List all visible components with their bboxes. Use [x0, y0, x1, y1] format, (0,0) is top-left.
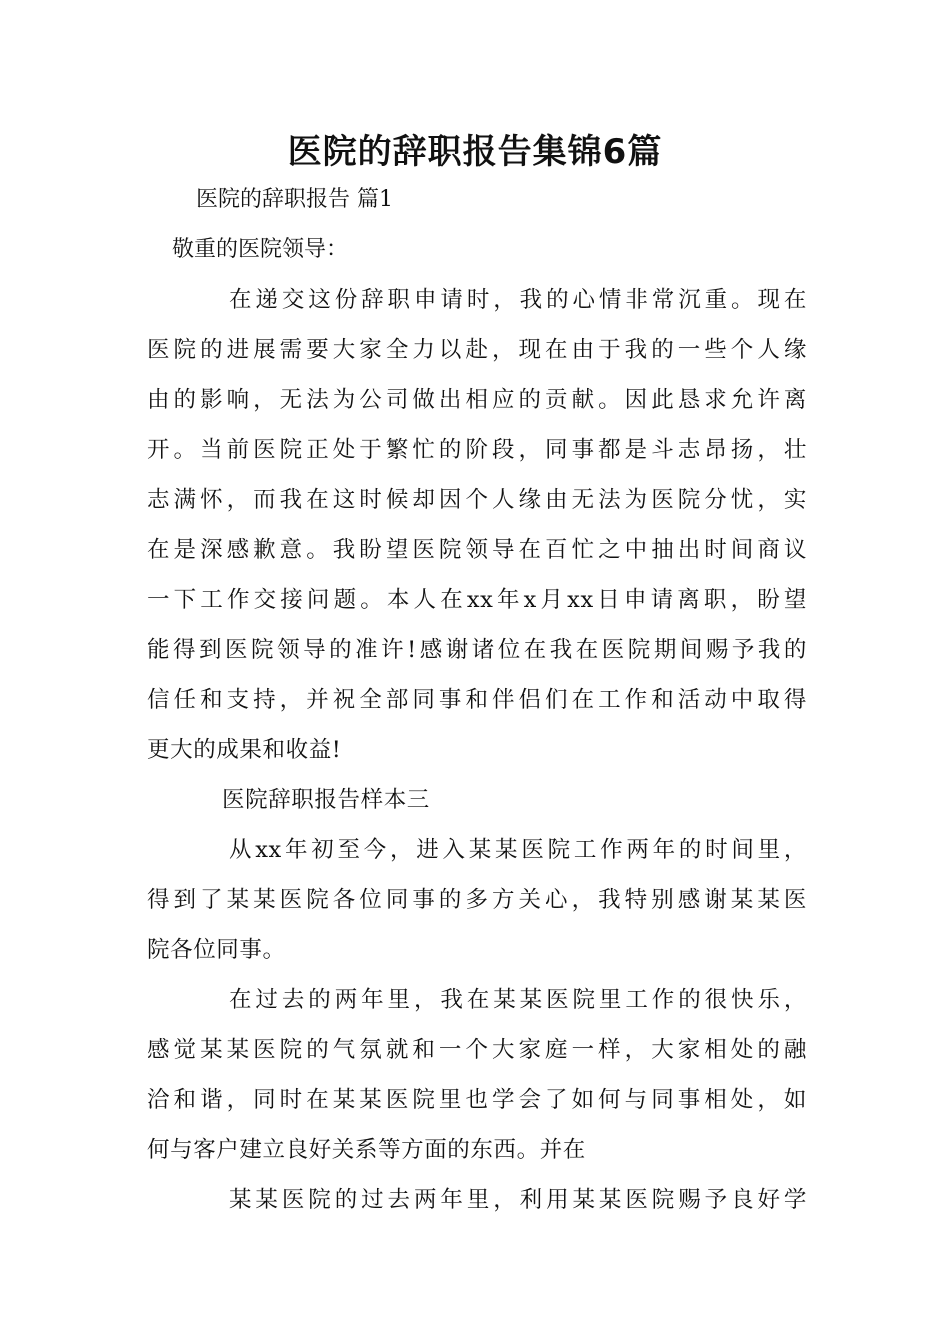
section-subheading: 医院的辞职报告 篇1 — [196, 187, 393, 212]
paragraph-line: 医院的进展需要大家全力以赴，现在由于我的一些个人缘 — [147, 337, 807, 363]
paragraph-line: 由的影响，无法为公司做出相应的贡献。因此恳求允许离 — [147, 387, 807, 413]
paragraph-line: 志满怀，而我在这时候却因个人缘由无法为医院分忧，实 — [147, 487, 807, 513]
paragraph-line: 开。当前医院正处于繁忙的阶段，同事都是斗志昂扬，壮 — [147, 437, 807, 463]
paragraph-line: 从xx年初至今，进入某某医院工作两年的时间里， — [229, 837, 807, 863]
paragraph-line: 何与客户建立良好关系等方面的东西。并在 — [147, 1137, 586, 1163]
paragraph-line: 院各位同事。 — [147, 937, 286, 963]
paragraph-line: 在是深感歉意。我盼望医院领导在百忙之中抽出时间商议 — [147, 537, 807, 563]
paragraph-line: 在递交这份辞职申请时，我的心情非常沉重。现在 — [229, 287, 807, 313]
paragraph-line: 在过去的两年里，我在某某医院里工作的很快乐， — [229, 987, 807, 1013]
paragraph-line: 某某医院的过去两年里，利用某某医院赐予良好学 — [229, 1187, 807, 1213]
paragraph-line: 一下工作交接问题。本人在xx年x月xx日申请离职，盼望 — [147, 587, 807, 613]
section-heading: 医院辞职报告样本三 — [222, 787, 430, 813]
salutation: 敬重的医院领导： — [172, 237, 349, 262]
paragraph-line: 得到了某某医院各位同事的多方关心，我特别感谢某某医 — [147, 887, 807, 913]
document-title: 医院的辞职报告集锦6篇 — [287, 132, 663, 172]
paragraph-line: 感觉某某医院的气氛就和一个大家庭一样，大家相处的融 — [147, 1037, 807, 1063]
paragraph-line: 能得到医院领导的准许!感谢诸位在我在医院期间赐予我的 — [147, 637, 807, 663]
paragraph-line: 信任和支持，并祝全部同事和伴侣们在工作和活动中取得 — [147, 687, 807, 713]
paragraph-line: 更大的成果和收益! — [147, 737, 342, 763]
paragraph-line: 洽和谐，同时在某某医院里也学会了如何与同事相处，如 — [147, 1087, 807, 1113]
